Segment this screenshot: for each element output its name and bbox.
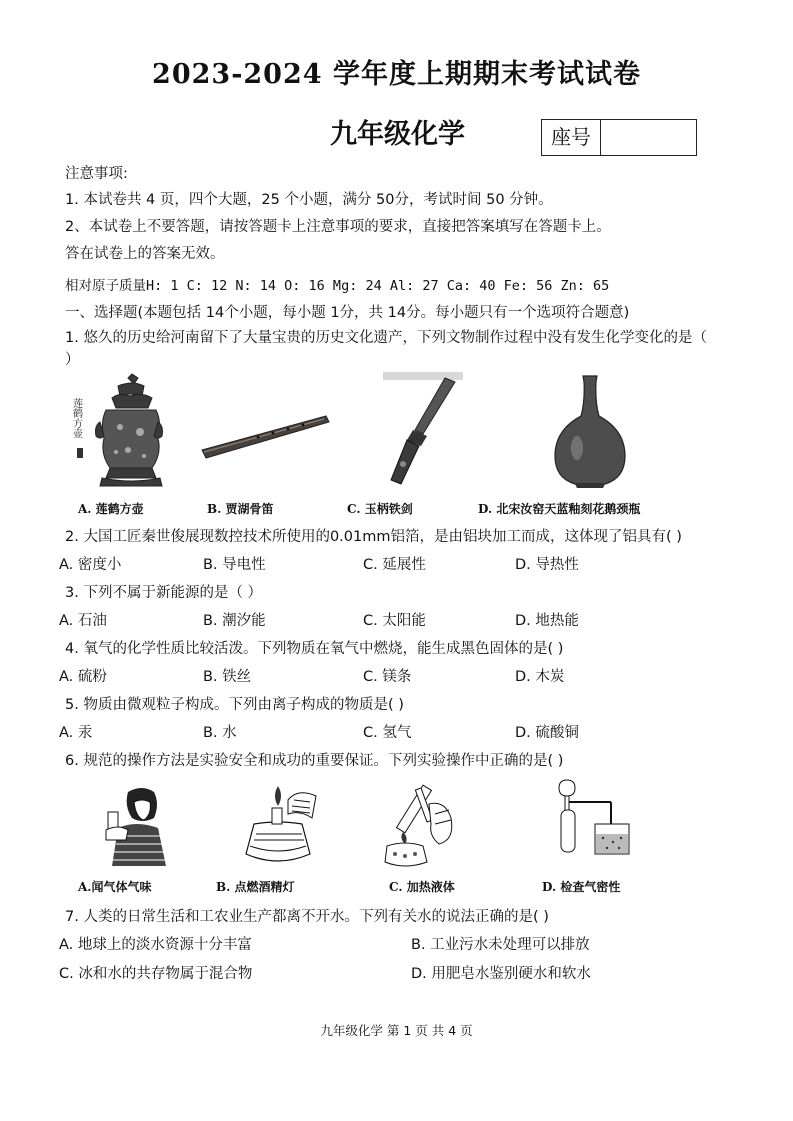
question-7-stem: 7. 人类的日常生活和工农业生产都离不开水。下列有关水的说法正确的是( ) [65, 909, 549, 925]
q7-option-b[interactable]: B. 工业污水未处理可以排放 [411, 937, 590, 953]
notice-item-1: 1. 本试卷共 4 页，四个大题，25 个小题，满分 50分，考试时间 50 分钟。 [65, 192, 553, 208]
q2-option-d[interactable]: D. 导热性 [515, 557, 579, 573]
q3-option-d[interactable]: D. 地热能 [515, 613, 579, 629]
bronze-vessel-image [70, 372, 165, 490]
page-title: 2023-2024 学年度上期期末考试试卷 [152, 59, 641, 90]
question-1-stem-cont: ） [65, 352, 80, 368]
q3-option-c[interactable]: C. 太阳能 [363, 613, 426, 629]
q5-option-d[interactable]: D. 硫酸铜 [515, 725, 579, 741]
question-5-stem: 5. 物质由微观粒子构成。下列由离子构成的物质是( ) [65, 697, 404, 713]
q6-caption-a: A.闻气体气味 [78, 880, 152, 894]
notice-item-2-cont: 答在试卷上的答案无效。 [65, 246, 225, 262]
q6-caption-b: B. 点燃酒精灯 [216, 880, 295, 894]
q3-option-a[interactable]: A. 石油 [59, 613, 107, 629]
q1-caption-a: A. 莲鹤方壶 [78, 502, 144, 516]
seat-number-field[interactable] [601, 120, 696, 155]
q4-option-d[interactable]: D. 木炭 [515, 669, 565, 685]
question-1-stem: 1. 悠久的历史给河南留下了大量宝贵的历史文化遗产，下列文物制作过程中没有发生化学变化的是（ [65, 330, 707, 346]
q5-option-a[interactable]: A. 汞 [59, 725, 93, 741]
q1-caption-b: B. 贾湖骨笛 [207, 502, 274, 516]
smell-gas-image [98, 784, 174, 868]
vessel-caption-vertical: 莲鹤方壶 [70, 398, 82, 438]
page-subtitle: 九年级化学 [330, 119, 465, 150]
q4-option-a[interactable]: A. 硫粉 [59, 669, 107, 685]
q2-option-a[interactable]: A. 密度小 [59, 557, 122, 573]
q7-option-a[interactable]: A. 地球上的淡水资源十分丰富 [59, 937, 252, 953]
porcelain-vase-image [549, 372, 631, 490]
q6-caption-c: C. 加热液体 [389, 880, 455, 894]
q7-option-c[interactable]: C. 冰和水的共存物属于混合物 [59, 966, 253, 982]
seat-label: 座号 [542, 120, 601, 155]
q5-option-c[interactable]: C. 氢气 [363, 725, 412, 741]
q2-option-b[interactable]: B. 导电性 [203, 557, 266, 573]
q6-caption-d: D. 检查气密性 [542, 880, 621, 894]
iron-sword-image [383, 372, 463, 490]
question-2-stem: 2. 大国工匠秦世俊展现数控技术所使用的0.01mm铝箔，是由铝块加工而成，这体现了铝具有( ) [65, 529, 682, 545]
seat-number-box [541, 119, 697, 156]
q4-option-c[interactable]: C. 镁条 [363, 669, 412, 685]
page-footer: 九年级化学 第 1 页 共 4 页 [320, 1023, 473, 1038]
notice-heading: 注意事项: [65, 166, 128, 182]
q5-option-b[interactable]: B. 水 [203, 725, 237, 741]
question-4-stem: 4. 氧气的化学性质比较活泼。下列物质在氧气中燃烧，能生成黑色固体的是( ) [65, 641, 564, 657]
lamp-lighting-image [232, 784, 324, 868]
heat-liquid-image [381, 780, 465, 870]
q7-option-d[interactable]: D. 用肥皂水鉴别硬水和软水 [411, 966, 591, 982]
notice-item-2: 2、本试卷上不要答题，请按答题卡上注意事项的要求，直接把答案填写在答题卡上。 [65, 219, 611, 235]
q1-caption-d: D. 北宋汝窑天蓝釉刻花鹅颈瓶 [478, 502, 641, 516]
question-6-stem: 6. 规范的操作方法是实验安全和成功的重要保证。下列实验操作中正确的是( ) [65, 753, 564, 769]
bone-flute-image [198, 400, 333, 460]
q3-option-b[interactable]: B. 潮汐能 [203, 613, 266, 629]
q1-caption-c: C. 玉柄铁剑 [347, 502, 413, 516]
q4-option-b[interactable]: B. 铁丝 [203, 669, 252, 685]
q2-option-c[interactable]: C. 延展性 [363, 557, 426, 573]
airtightness-image [553, 776, 643, 874]
section-heading: 一、选择题(本题包括 14个小题，每小题 1分，共 14分。每小题只有一个选项符合题意) [65, 305, 630, 321]
atomic-mass-line: 相对原子质量H: 1 C: 12 N: 14 O: 16 Mg: 24 Al: 27 Ca: 40 Fe: 56 Zn: 65 [65, 278, 610, 294]
question-3-stem: 3. 下列不属于新能源的是（ ） [65, 585, 263, 601]
